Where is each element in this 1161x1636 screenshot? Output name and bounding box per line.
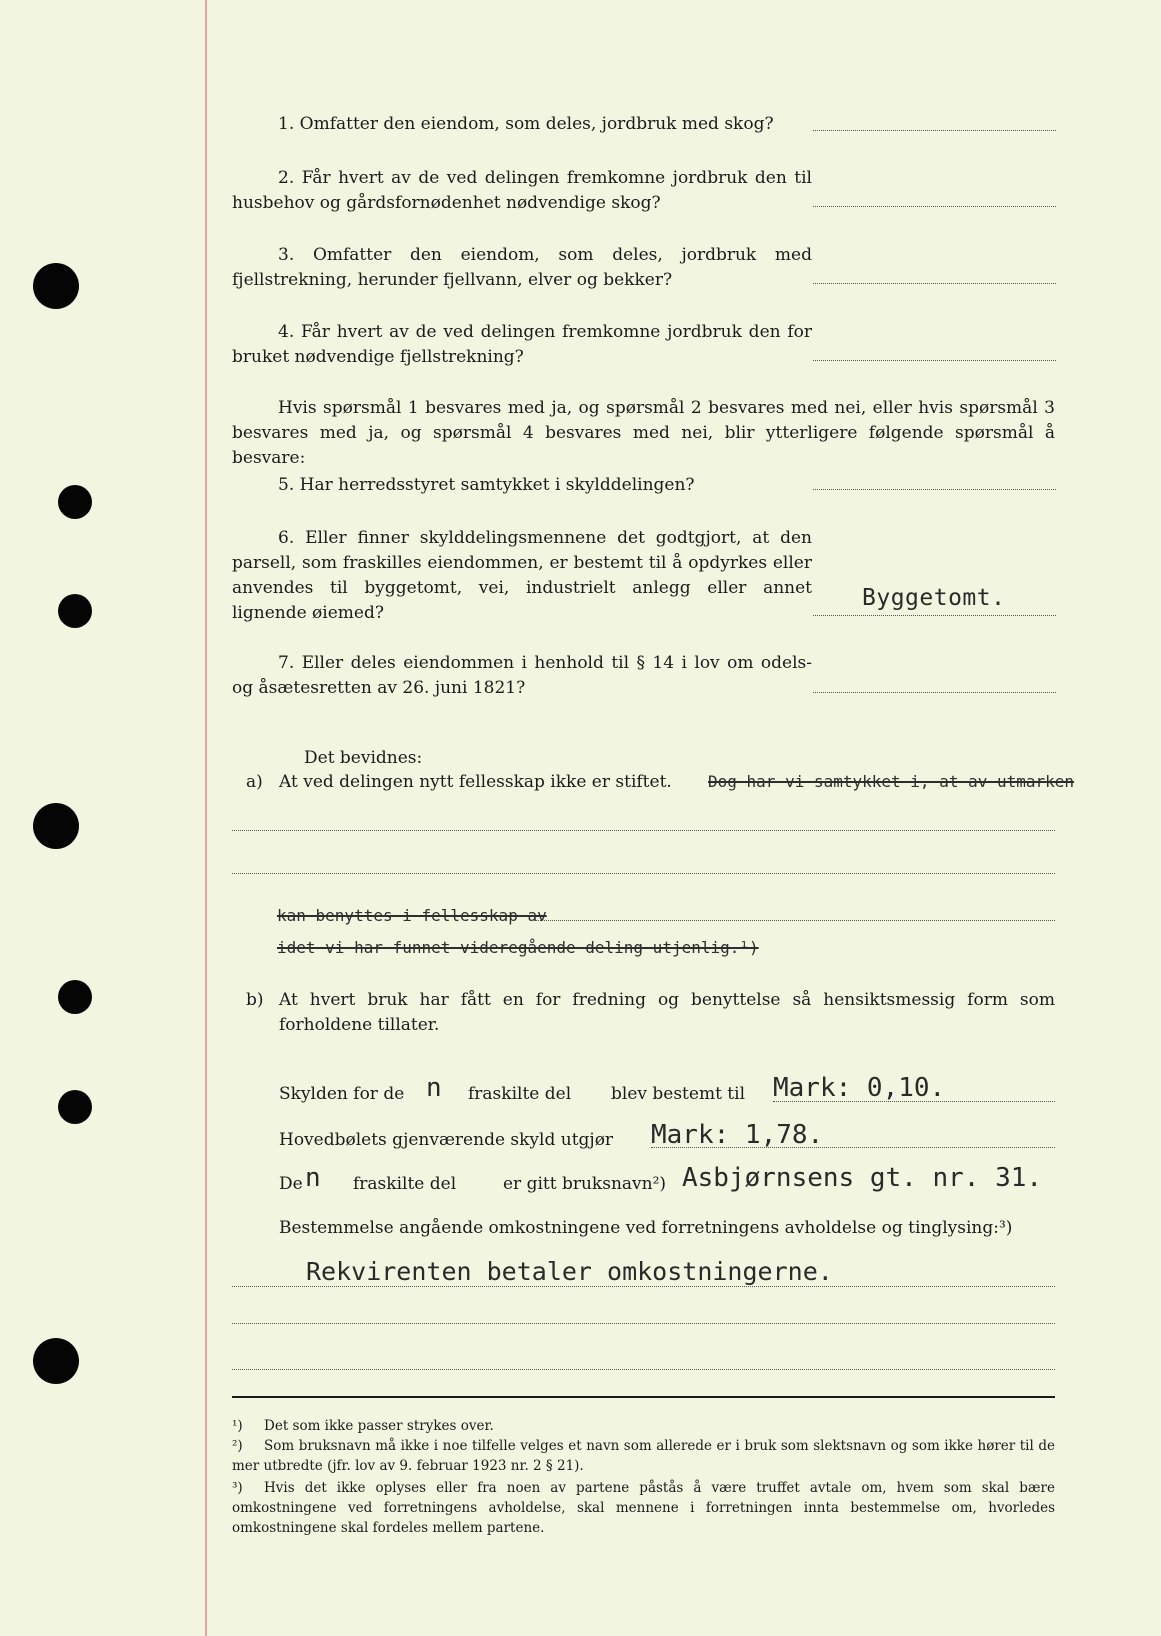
question-text: Eller finner skylddelingsmennene det godtgjort, at den parsell, som fraskilles eiendommen, er bestemt til å opdyrkes eller anvendes til byggetomt, vei, industrielt anlegg eller annet lignende øiemed? [232,528,813,623]
question-number: 2. [278,168,295,188]
question-text: Omfatter den eiendom, som deles, jordbruk med fjellstrekning, herunder fjellvann, elver og bekker? [232,245,812,290]
footnote-text: Hvis det ikke oplyses eller fra noen av partene påstås å være truffet avtale om, hvem som skal bære omkostningene ved forretningens avholdelse, skal mennene i forretningen innta bestemmelse om, hvorledes omkostningene skal fordeles mellem partene. [232,1480,1055,1536]
answer-line-5[interactable] [813,489,1056,490]
item-b-body: At hvert bruk har fått en for fredning og benyttelse så hensiktsmessig form som forholdene tillater. [279,990,1055,1035]
answer-line-2[interactable] [813,206,1056,207]
den-label: De [279,1174,303,1194]
hovedbol-value[interactable]: Mark: 1,78. [651,1120,824,1150]
question-1 [232,112,812,137]
item-a-label: a) [246,772,263,792]
answer-line-3[interactable] [813,283,1056,284]
fill-line [773,1101,1055,1102]
item-b-text [279,988,1055,1038]
question-5 [232,473,812,498]
hovedbol-label: Hovedbølets gjenværende skyld utgjør [279,1130,614,1150]
question-text: Har herredsstyret samtykket i skylddelingen? [299,475,695,495]
punch-hole [33,1338,79,1384]
footnote-3 [232,1478,1055,1538]
question-text: Eller deles eiendommen i henhold til § 14 i lov om odels- og åsætesretten av 26. juni 1821? [232,653,812,698]
footnote-1 [232,1416,1055,1436]
skyld-label: Skylden for de [279,1084,405,1104]
blank-line[interactable] [232,1323,1055,1324]
struck-text-deling: idet vi har funnet videregående deling utjenlig.¹) [277,938,759,957]
punch-hole [58,485,92,519]
blank-line[interactable] [232,873,1055,874]
den-hand-n[interactable]: n [305,1163,321,1193]
question-text: Får hvert av de ved delingen fremkomne jordbruk den for bruket nødvendige fjellstrekning? [232,322,813,367]
fill-line [651,1147,1055,1148]
question-number: 3. [278,245,295,265]
footnote-label: ²) [232,1438,243,1454]
item-b-label: b) [246,990,264,1010]
bruksnavn-value[interactable]: Asbjørnsens gt. nr. 31. [682,1163,1043,1193]
den-fraskilte: fraskilte del [353,1174,457,1194]
condition-paragraph [232,396,1055,471]
question-text: Får hvert av de ved delingen fremkomne jordbruk den til husbehov og gårdsfornødenhet nødvendige skog? [232,168,812,213]
footnote-text: Det som ikke passer strykes over. [264,1418,494,1434]
footnote-text: Som bruksnavn må ikke i noe tilfelle velges et navn som allerede er i bruk som slektsnavn og som ikke hører til de mer utbredte (jfr. lov av 9. februar 1923 nr. 2 § 21). [232,1438,1055,1474]
skyld-bestemt: blev bestemt til [611,1084,746,1104]
footnote-label: ³) [232,1480,243,1496]
skyld-fraskilte: fraskilte del [468,1084,572,1104]
omkostning-label: Bestemmelse angående omkostningene ved forretningens avholdelse og tinglysing:³) [279,1218,1013,1238]
punch-hole [33,263,79,309]
answer-line-6[interactable] [813,615,1056,616]
answer-line-4[interactable] [813,360,1056,361]
struck-text-a: Dog har vi samtykket i, at av utmarken [708,772,1075,791]
footnote-2 [232,1436,1055,1476]
answer-line-1[interactable] [813,130,1056,131]
struck-text-fellesskap: kan benyttes i fellesskap av [277,906,547,925]
question-7 [232,651,812,701]
question-2 [232,166,812,216]
item-a-text: At ved delingen nytt fellesskap ikke er stiftet. [279,772,672,792]
condition-text: Hvis spørsmål 1 besvares med ja, og spørsmål 2 besvares med nei, eller hvis spørsmål 3 besvares med ja, og spørsmål 4 besvares med nei, blir ytterligere følgende spørsmål å besvare: [232,398,1055,468]
blank-line[interactable] [232,1369,1055,1370]
punch-hole [33,803,79,849]
punch-hole [58,594,92,628]
skyld-value[interactable]: Mark: 0,10. [773,1073,946,1103]
question-number: 7. [278,653,295,673]
question-number: 5. [278,475,295,495]
question-number: 6. [278,528,295,548]
footnote-label: ¹) [232,1418,243,1434]
question-text: Omfatter den eiendom, som deles, jordbruk med skog? [299,114,774,134]
blank-line[interactable] [232,830,1055,831]
punch-hole [58,1090,92,1124]
bruksnavn-label: er gitt bruksnavn²) [503,1174,667,1194]
question-3 [232,243,812,293]
footnote-rule [232,1396,1055,1398]
fill-line [232,1286,1055,1287]
answer-6-handwritten[interactable]: Byggetomt. [862,585,1006,611]
skyld-hand-n[interactable]: n [426,1073,442,1103]
omkostning-value[interactable]: Rekvirenten betaler omkostningerne. [306,1257,833,1286]
question-number: 1. [278,114,295,134]
answer-line-7[interactable] [813,692,1056,693]
blank-line[interactable] [530,920,1055,921]
margin-line [205,0,207,1636]
question-number: 4. [278,322,295,342]
question-4 [232,320,812,370]
certify-heading: Det bevidnes: [304,748,423,768]
question-6 [232,526,812,626]
punch-hole [58,980,92,1014]
